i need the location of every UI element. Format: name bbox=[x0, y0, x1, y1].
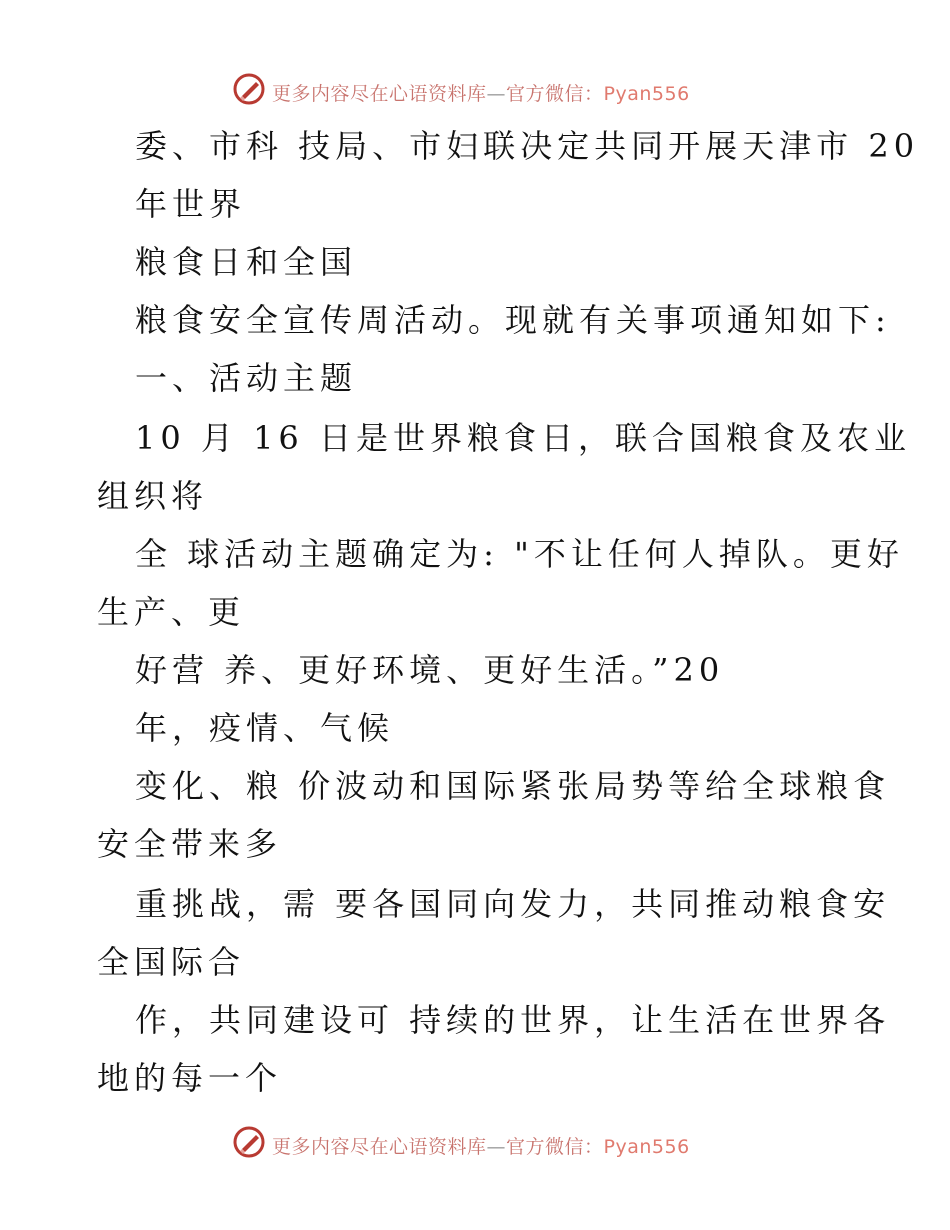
body-line: 作，共同建设可 持续的世界，让生活在世界各 bbox=[135, 1001, 891, 1039]
body-line: 重挑战，需 要各国同向发力，共同推动粮食安 bbox=[135, 885, 891, 923]
body-line: 组织将 bbox=[97, 477, 209, 515]
watermark-slogan: 更多内容尽在心语资料库 bbox=[272, 83, 487, 105]
body-line: 安全带来多 bbox=[97, 825, 283, 863]
watermark-label: 官方微信： bbox=[506, 1136, 604, 1158]
watermark-text bbox=[272, 1132, 690, 1159]
pen-logo-icon bbox=[232, 72, 266, 106]
watermark-label: 官方微信： bbox=[506, 83, 604, 105]
watermark-separator: — bbox=[486, 83, 507, 105]
body-line: 一、活动主题 bbox=[135, 359, 358, 397]
body-line: 好营 养、更好环境、更好生活。”20 bbox=[135, 651, 725, 689]
watermark-slogan: 更多内容尽在心语资料库 bbox=[272, 1136, 487, 1158]
body-line: 全国际合 bbox=[97, 943, 246, 981]
body-line: 变化、粮 价波动和国际紧张局势等给全球粮食 bbox=[135, 767, 891, 805]
body-line: 10 月 16 日是世界粮食日，联合国粮食及农业 bbox=[135, 419, 911, 457]
body-line: 全 球活动主题确定为: "不让任何人掉队。更好 bbox=[135, 535, 904, 573]
body-line: 委、市科 技局、市妇联决定共同开展天津市 20 bbox=[135, 127, 920, 165]
body-line: 粮食安全宣传周活动。现就有关事项通知如下: bbox=[135, 301, 891, 339]
body-line: 年，疫情、气候 bbox=[135, 709, 395, 747]
pen-logo-icon bbox=[232, 1125, 266, 1159]
watermark-separator: — bbox=[486, 1136, 507, 1158]
watermark-account: Pyan556 bbox=[603, 1136, 690, 1158]
watermark-account: Pyan556 bbox=[603, 83, 690, 105]
body-line: 年世界 bbox=[135, 185, 247, 223]
body-line: 粮食日和全国 bbox=[135, 243, 358, 281]
body-line: 生产、更 bbox=[97, 593, 246, 631]
watermark-text bbox=[272, 79, 690, 106]
body-line: 地的每一个 bbox=[97, 1059, 283, 1097]
footer-watermark bbox=[0, 1115, 950, 1165]
header-watermark bbox=[0, 62, 950, 112]
